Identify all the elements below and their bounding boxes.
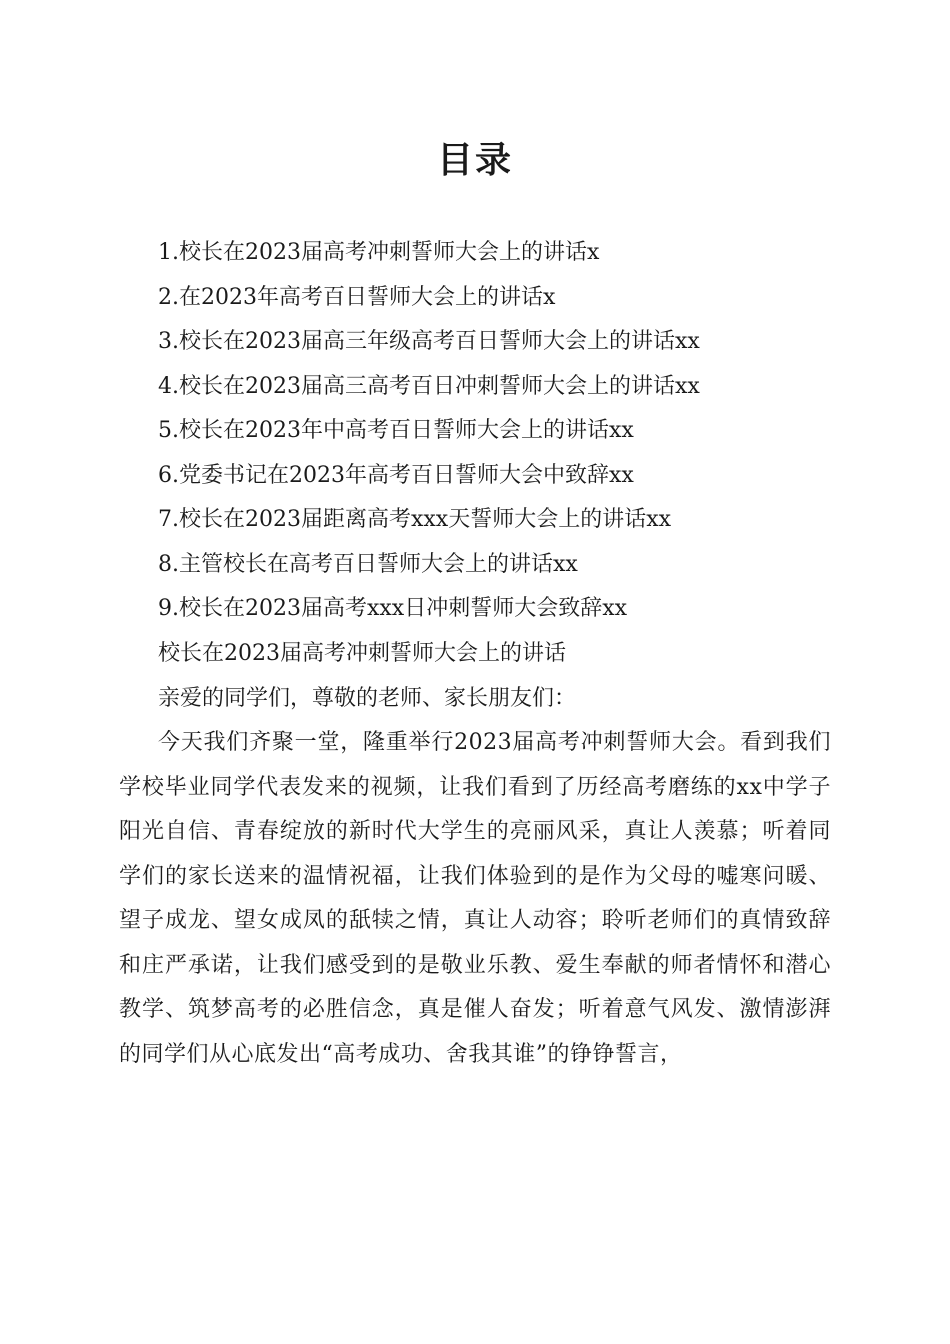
toc-item: 2.在2023年高考百日誓师大会上的讲话x — [158, 284, 556, 310]
body-paragraph: 今天我们齐聚一堂，隆重举行2023届高考冲刺誓师大会。看到我们学校毕业同学代表发来的视频，让我们看到了历经高考磨练的xx中学子阳光自信、青春绽放的新时代大学生的亮丽风采，真让人羡慕；听着同学们的家长送来的温情祝福，让我们体验到的是作为父母的嘘寒问暖、望子成龙、望女成凤的舐犊之情，真让人动容；聆听老师们的真情致辞和庄严承诺，让我们感受到的是敬业乐教、爱生奉献的师者情怀和潜心教学、筑梦高考的必胜信念，真是催人奋发；听着意气风发、激情澎湃的同学们从心底发出“高考成功、舍我其谁”的铮铮誓言， — [119, 730, 831, 1067]
toc-item: 8.主管校长在高考百日誓师大会上的讲话xx — [158, 551, 578, 577]
toc-item: 6.党委书记在2023年高考百日誓师大会中致辞xx — [158, 462, 634, 488]
toc-item: 5.校长在2023年中高考百日誓师大会上的讲话xx — [158, 418, 634, 443]
greeting-line: 亲爱的同学们，尊敬的老师、家长朋友们： — [158, 685, 577, 711]
page-title: 目录 — [436, 139, 513, 181]
speech-heading: 校长在2023届高考冲刺誓师大会上的讲话 — [158, 641, 566, 666]
speech-body — [119, 632, 831, 1077]
table-of-contents — [158, 231, 878, 632]
toc-item: 7.校长在2023届距离高考xxx天誓师大会上的讲话xx — [158, 507, 672, 532]
toc-item: 3.校长在2023届高三年级高考百日誓师大会上的讲话xx — [158, 329, 700, 354]
toc-item: 4.校长在2023届高三高考百日冲刺誓师大会上的讲话xx — [158, 373, 700, 399]
toc-item: 1.校长在2023届高考冲刺誓师大会上的讲话x — [158, 240, 600, 265]
toc-item: 9.校长在2023届高考xxx日冲刺誓师大会致辞xx — [158, 596, 628, 621]
